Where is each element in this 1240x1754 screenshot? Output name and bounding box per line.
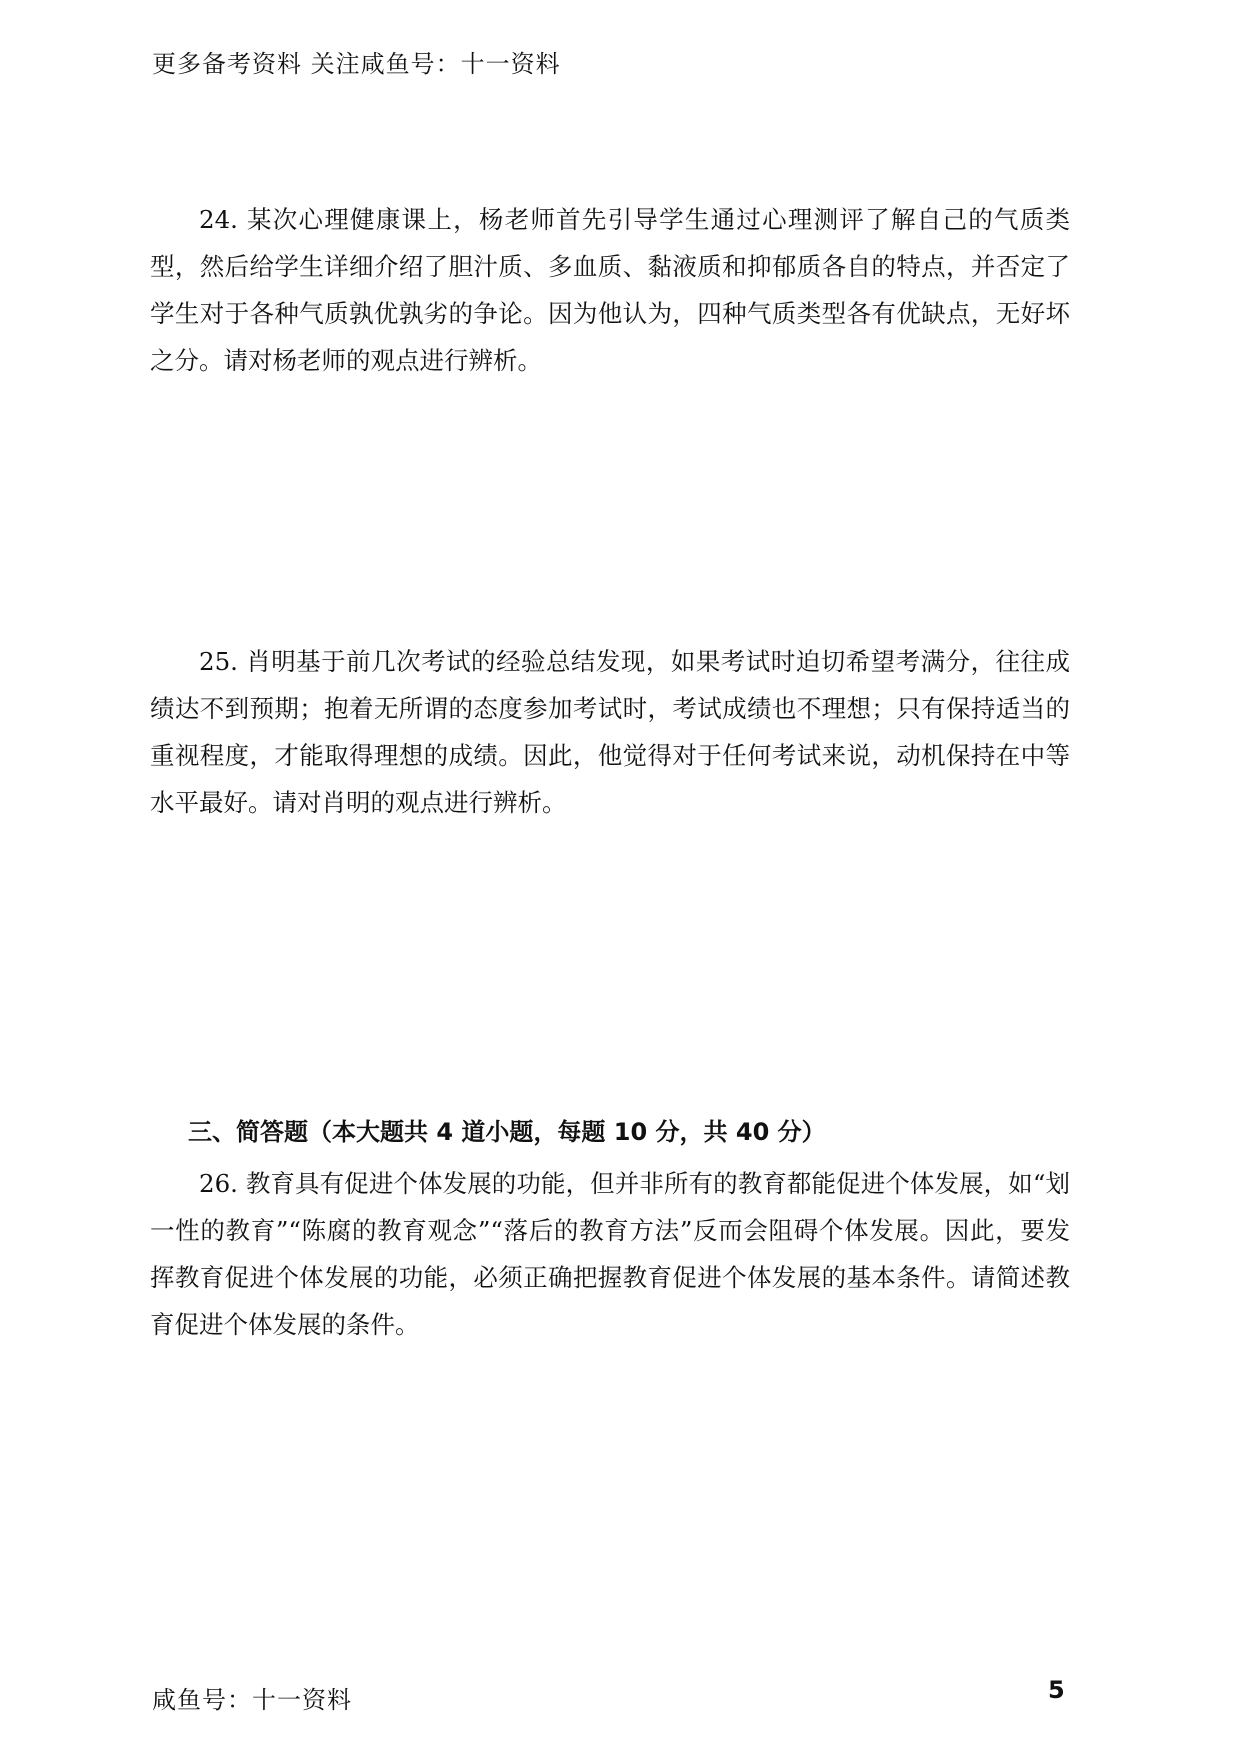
section-heading-short-answer: 三、简答题（本大题共 4 道小题，每题 10 分，共 40 分） <box>188 1118 826 1146</box>
question-24: 24. 某次心理健康课上，杨老师首先引导学生通过心理测评了解自己的气质类型，然后给学生详细介绍了胆汁质、多血质、黏液质和抑郁质各自的特点，并否定了学生对于各种气质孰优孰劣的争论。因为他认为，四种气质类型各有优缺点，无好坏之分。请对杨老师的观点进行辨析。 <box>150 205 1070 375</box>
footer-watermark: 咸鱼号：十一资料 <box>152 1686 352 1714</box>
header-watermark: 更多备考资料 关注咸鱼号：十一资料 <box>152 50 561 78</box>
page-number: 5 <box>1048 1676 1065 1704</box>
question-26: 26. 教育具有促进个体发展的功能，但并非所有的教育都能促进个体发展，如“划一性的教育”“陈腐的教育观念”“落后的教育方法”反而会阻碍个体发展。因此，要发挥教育促进个体发展的功能，必须正确把握教育促进个体发展的基本条件。请简述教育促进个体发展的条件。 <box>150 1169 1070 1339</box>
question-25: 25. 肖明基于前几次考试的经验总结发现，如果考试时迫切希望考满分，往往成绩达不到预期；抱着无所谓的态度参加考试时，考试成绩也不理想；只有保持适当的重视程度，才能取得理想的成绩。因此，他觉得对于任何考试来说，动机保持在中等水平最好。请对肖明的观点进行辨析。 <box>150 647 1070 817</box>
